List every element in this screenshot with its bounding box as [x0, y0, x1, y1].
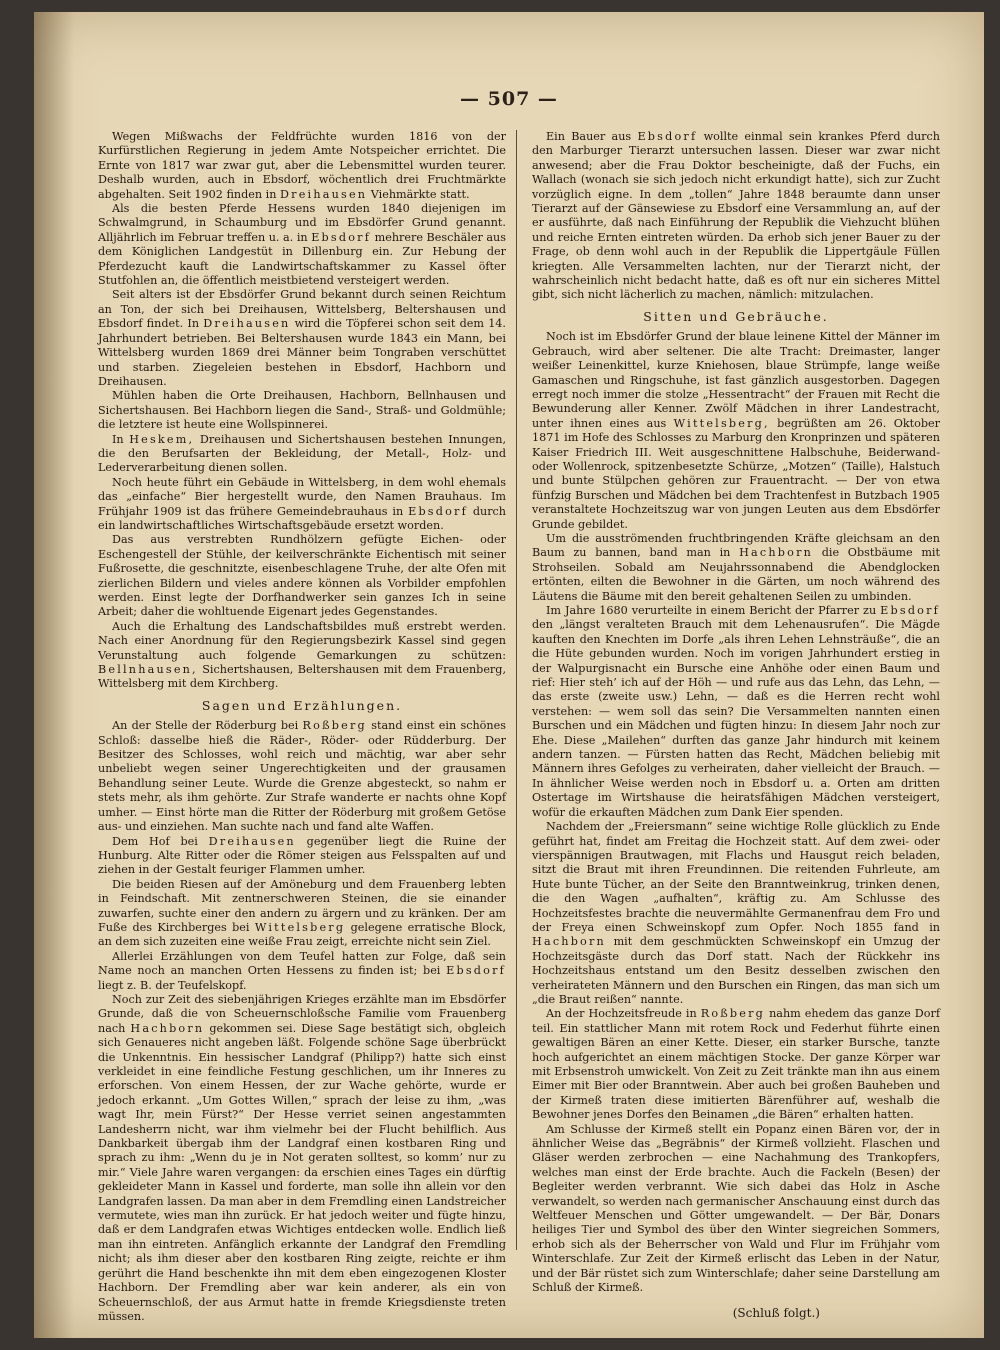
paragraph: Allerlei Erzählungen von dem Teufel hatten zur Folge, daß sein Name noch an manchen Orten Hessens zu finden ist; bei Ebsdorf liegt z. B. der Teufelskopf.	[98, 949, 506, 992]
paragraph: Am Schlusse der Kirmeß stellt ein Popanz einen Bären vor, der in ähnlicher Weise das „Begräbnis“ der Kirmeß vollzieht. Flaschen und Gläser werden zerbrochen — eine Nachahmung des Trankopfers, welches man einst der Erde brachte. Auch die Fackeln (Besen) der Begleiter werden verbrannt. Wie sich dabei das Holz in Asche verwandelt, so werden nach germanischer Anschauung einst durch das Weltfeuer Menschen und Götter umgewandelt. — Der Bär, Donars heiliges Tier und Symbol des über den Winter siegreichen Sommers, erhob sich als der Beherrscher von Wald und Flur im Frühjahr vom Winterschlafe. Zur Zeit der Kirmeß erlischt das Leben in der Natur, und der Bär rüstet sich zum Winterschlafe; daher seine Darstellung am Schluß der Kirmeß.	[532, 1122, 940, 1295]
paragraph: An der Stelle der Röderburg bei Roßberg stand einst ein schönes Schloß: dasselbe hieß die Räder-, Röder- oder Rüdderburg. Der Besitzer des Schlosses, wohl reich und mächtig, war aber sehr unbeliebt wegen seiner Ungerechtigkeiten und der grausamen Behandlung seiner Leute. Wurde die Grenze abgesteckt, so nahm er stets mehr, als ihm gehörte. Zur Strafe wanderte er nachts ohne Kopf umher. — Einst hörte man die Ritter der Röderburg mit großem Getöse aus- und einziehen. Man suchte nach und fand alte Waffen.	[98, 719, 506, 834]
paragraph: Um die ausströmenden fruchtbringenden Kräfte gleichsam an den Baum zu bannen, band man in Hachborn die Obstbäume mit Strohseilen. Sobald am Neujahrssonnabend die Abendglocken ertönten, eilten die Bewohner in die Gärten, um noch während des Läutens die Bäume mit den bereit gehaltenen Seilen zu umbinden.	[532, 531, 940, 603]
section-heading: Sitten und Gebräuche.	[643, 308, 829, 324]
binding-shadow	[34, 12, 74, 1338]
paragraph: Seit alters ist der Ebsdörfer Grund bekannt durch seinen Reichtum an Ton, der sich bei Dreihausen, Wittelsberg, Beltershausen und Ebsdorf findet. In Dreihausen wird die Töpferei schon seit dem 14. Jahrhundert betrieben. Bei Beltershausen wurde 1843 ein Mann, bei Wittelsberg wurden 1869 drei Männer beim Tongraben verschüttet und starben. Ziegeleien bestehen in Ebsdorf, Hachborn und Dreihausen.	[98, 288, 506, 388]
paragraph: Ein Bauer aus Ebsdorf wollte einmal sein krankes Pferd durch den Marburger Tierarzt untersuchen lassen. Dieser war zwar nicht anwesend; aber die Frau Doktor bescheinigte, daß der Fuchs, ein Wallach (wonach sie sich jedoch nicht erkundigt hatte), sich zur Zucht vorzüglich eigne. In dem „tollen“ Jahre 1848 beraumte dann unser Tierarzt auf der Gänsewiese zu Ebsdorf eine Versammlung an, auf der er ausführte, daß nach Einführung der Republik die Viehzucht blühen und reiche Ernten eintreten würden. Da erhob sich jener Bauer zu der Frage, ob denn wohl auch in der Republik die Lippertgäule Füllen kriegten. Alle Versammelten lachten, nur der Tierarzt nicht, der wahrscheinlich nicht bedacht hatte, daß es oft nur ein sicheres Mittel gibt, sich nicht lächerlich zu machen, nämlich: mitzulachen.	[532, 130, 940, 302]
paragraph: Die beiden Riesen auf der Amöneburg und dem Frauenberg lebten in Feindschaft. Mit zentnerschweren Steinen, die sie einander zuwarfen, suchte einer den andern zu ärgern und zu kränken. Der am Fuße des Kirchberges bei Wittelsberg gelegene erratische Block, an dem sich zuzeiten eine weiße Frau zeigt, erreichte nicht sein Ziel.	[98, 877, 506, 949]
paragraph: Dem Hof bei Dreihausen gegenüber liegt die Ruine der Hunburg. Alte Ritter oder die Römer steigen aus Felsspalten auf und ziehen in der Gestalt feuriger Flammen umher.	[98, 834, 506, 877]
paragraph: Nachdem der „Freiersmann“ seine wichtige Rolle glücklich zu Ende geführt hat, findet am Freitag die Hochzeit statt. Auf dem zwei- oder vierspännigen Brautwagen, mit Flachs und Hausgut reich beladen, sitzt die Braut mit ihren Freundinnen. Die reitenden Fuhrleute, am Hute bunte Tücher, an der Seite den Branntweinkrug, trinken denen, die den Wagen „aufhalten“, kräftig zu. Am Schlusse des Hochzeitsfestes brachte die neuvermählte Germanenfrau dem Fro und der Freya einen Schweinskopf zum Opfer. Noch 1855 fand in Hachborn mit dem geschmückten Schweinskopf ein Umzug der Hochzeitsgäste durch das Dorf statt. Nach der Rückkehr ins Hochzeitshaus entstand um den Besitz desselben zwischen den verheirateten Männern und den Burschen ein Ringen, das man sich um „die Braut reißen“ nannte.	[532, 820, 941, 1006]
paragraph: In Heskem, Dreihausen und Sichertshausen bestehen Innungen, die den Berufsarten der Bekleidung, der Metall-, Holz- und Lederverarbeitung dienen sollen.	[98, 432, 507, 475]
paragraph: Das aus verstrebten Rundhölzern gefügte Eichen- oder Eschengestell der Stühle, der keilverschränkte Eichentisch mit seiner Fußrosette, die geschnitzte, eisenbeschlagene Truhe, der alte Ofen mit zierlichen Bildern und vieles andere können als Vorbilder empfohlen werden. Einst legte der Dorfhandwerker sein ganzes Ich in seine Arbeit; daher die wohltuende Eigenart jedes Gegenstandes.	[98, 533, 506, 619]
closing-note: (Schluß folgt.)	[732, 1305, 820, 1320]
section-heading: Sagen und Erzählungen.	[201, 697, 403, 713]
page-number: — 507 —	[460, 88, 558, 110]
paragraph: Im Jahre 1680 verurteilte in einem Bericht der Pfarrer zu Ebsdorf den „längst veralteten Brauch mit dem Lehenausrufen“. Die Mägde kauften den Knechten im Dorfe „als ihren Lehen Lehnsträuße“, die an die Hüte gebunden wurden. Noch im vorigen Jahrhundert erstieg in der Walpurgisnacht ein Bursche eine Anhöhe oder einen Baum und rief: Hier steh’ ich auf der Höh — und rufe aus das Lehn, das Lehn, — das erste (zweite usw.) Lehn, — daß es die Herren recht wohl verstehen: — wem soll das sein? Die Versammelten nannten einen Burschen und ein Mädchen und fügten hinzu: In diesem Jahr noch zur Ehe. Diese „Mailehen“ durften das ganze Jahr hindurch mit keinem andern tanzen. — Fürsten hatten das Recht, Mädchen beliebig mit Männern ihres Gefolges zu verheiraten, daher vielleicht der Brauch. — In ähnlicher Weise werden noch in Ebsdorf u. a. Orten am dritten Ostertage im Wirtshause die heiratsfähigen Mädchen versteigert, wofür die erkauften Mädchen zum Dank Eier spenden.	[532, 604, 941, 819]
left-column	[98, 130, 506, 1324]
paragraph: Noch zur Zeit des siebenjährigen Krieges erzählte man im Ebsdörfer Grunde, daß die von Scheuernschloßsche Familie vom Frauenberg nach Hachborn gekommen sei. Diese Sage bestätigt sich, obgleich sich Genaueres nicht angeben läßt. Folgende schöne Sage überbrückt die Unkenntnis. Ein hessischer Landgraf (Philipp?) hatte sich einst verkleidet in eine feindliche Festung geschlichen, um ihr Inneres zu erforschen. Von einem Hessen, der zur Wache gehörte, wurde er jedoch erkannt. „Um Gottes Willen,“ sprach der leise zu ihm, „was wagt Ihr, mein Fürst?“ Der Hesse verriet seinen angestammten Landesherrn nicht, war ihm vielmehr bei der Flucht behilflich. Aus Dankbarkeit übergab ihm der Landgraf einen kostbaren Ring und sprach zu ihm: „Wenn du je in Not geraten solltest, so komm’ nur zu mir.“ Viele Jahre waren vergangen: da erschien eines Tages ein dürftig gekleideter Mann in Kassel und forderte, man solle ihn allein vor den Landgrafen lassen. Da man aber in dem Fremdling einen Landstreicher vermutete, wies man ihn zurück. Er hat jedoch weiter und fügte hinzu, daß er dem Landgrafen etwas Wichtiges entdecken wolle. Endlich ließ man ihn eintreten. Anfänglich erkannte der Landgraf den Fremdling nicht; als ihm dieser aber den kostbaren Ring zeigte, reichte er ihm gerührt die Hand beschenkte ihn mit dem eben eingezogenen Kloster Hachborn. Der Fremdling aber war kein anderer, als ein von Scheuernschloß, der aus Armut hatte in fremde Kriegsdienste treten müssen.	[98, 992, 506, 1323]
paragraph: Noch ist im Ebsdörfer Grund der blaue leinene Kittel der Männer im Gebrauch, wird aber seltener. Die alte Tracht: Dreimaster, langer weißer Leinenkittel, kurze Kniehosen, blaue Strümpfe, lange weiße Gamaschen und Ringschuhe, ist fast gänzlich ausgestorben. Dagegen erregt noch immer die stolze „Hessentracht“ der Frauen mit Recht die Bewunderung aller Kenner. Zwölf Mädchen in ihrer Landestracht, unter ihnen eines aus Wittelsberg, begrüßten am 26. Oktober 1871 im Hofe des Schlosses zu Marburg den Kronprinzen und späteren Kaiser Friedrich III. Weit ausgeschnittene Halbschuhe, Beiderwand- oder Wollenrock, spitzenbesetzte Schürze, „Motzen“ (Taille), Halstuch und bunte Stülpchen gehören zur Frauentracht. — Der von etwa fünfzig Burschen und Mädchen bei dem Trachtenfest in Butzbach 1905 veranstaltete Hochzeitszug war von jungen Leuten aus dem Ebsdörfer Grunde gebildet.	[532, 330, 941, 531]
paragraph: Auch die Erhaltung des Landschaftsbildes muß erstrebt werden. Nach einer Anordnung für den Regierungsbezirk Kassel sind gegen Verunstaltung auch folgende Gemarkungen zu schützen: Bellnhausen, Sichertshausen, Beltershausen mit dem Frauenberg, Wittelsberg mit dem Kirchberg.	[98, 619, 506, 691]
newspaper-page	[34, 12, 984, 1338]
paragraph: Als die besten Pferde Hessens wurden 1840 diejenigen im Schwalmgrund, in Schaumburg und im Ebsdörfer Grund genannt. Alljährlich im Februar treffen u. a. in Ebsdorf mehrere Beschäler aus dem Königlichen Landgestüt in Dillenburg ein. Zur Hebung der Pferdezucht kauft die Landwirtschaftskammer zu Kassel öfter Stutfohlen an, die öffentlich meistbietend versteigert werden.	[98, 202, 506, 288]
paragraph: Noch heute führt ein Gebäude in Wittelsberg, in dem wohl ehemals das „einfache“ Bier hergestellt wurde, den Namen Brauhaus. Im Frühjahr 1909 ist das frühere Gemeindebrauhaus in Ebsdorf durch ein landwirtschaftliches Wirtschaftsgebäude ersetzt worden.	[98, 475, 507, 532]
paragraph: Mühlen haben die Orte Dreihausen, Hachborn, Bellnhausen und Sichertshausen. Bei Hachborn liegen die Sand-, Straß- und Goldmühle; die letztere ist heute eine Wollspinnerei.	[98, 389, 506, 432]
column-divider	[516, 130, 517, 1250]
right-column	[532, 130, 940, 1320]
paragraph: Wegen Mißwachs der Feldfrüchte wurden 1816 von der Kurfürstlichen Regierung in jedem Amte Notspeicher errichtet. Die Ernte von 1817 war zwar gut, aber die Lebensmittel wurden teurer. Deshalb wurden, auch in Ebsdorf, wöchentlich drei Fruchtmärkte abgehalten. Seit 1902 finden in Dreihausen Viehmärkte statt.	[98, 130, 506, 201]
paragraph: An der Hochzeitsfreude in Roßberg nahm ehedem das ganze Dorf teil. Ein stattlicher Mann mit rotem Rock und Federhut führte einen gewaltigen Bären an einer Kette. Dieser, ein starker Bursche, tanzte hoch aufgerichtet an einem mächtigen Stocke. Der ganze Körper war mit Erbsenstroh umwickelt. Von Zeit zu Zeit tränkte man ihn aus einem Eimer mit Bier oder Branntwein. Aber auch bei großen Bauheben und der Kirmeß traten diese imitierten Bärenführer auf, weshalb die Bewohner jenes Dorfes den Beinamen „die Bären“ erhalten hatten.	[532, 1007, 940, 1122]
